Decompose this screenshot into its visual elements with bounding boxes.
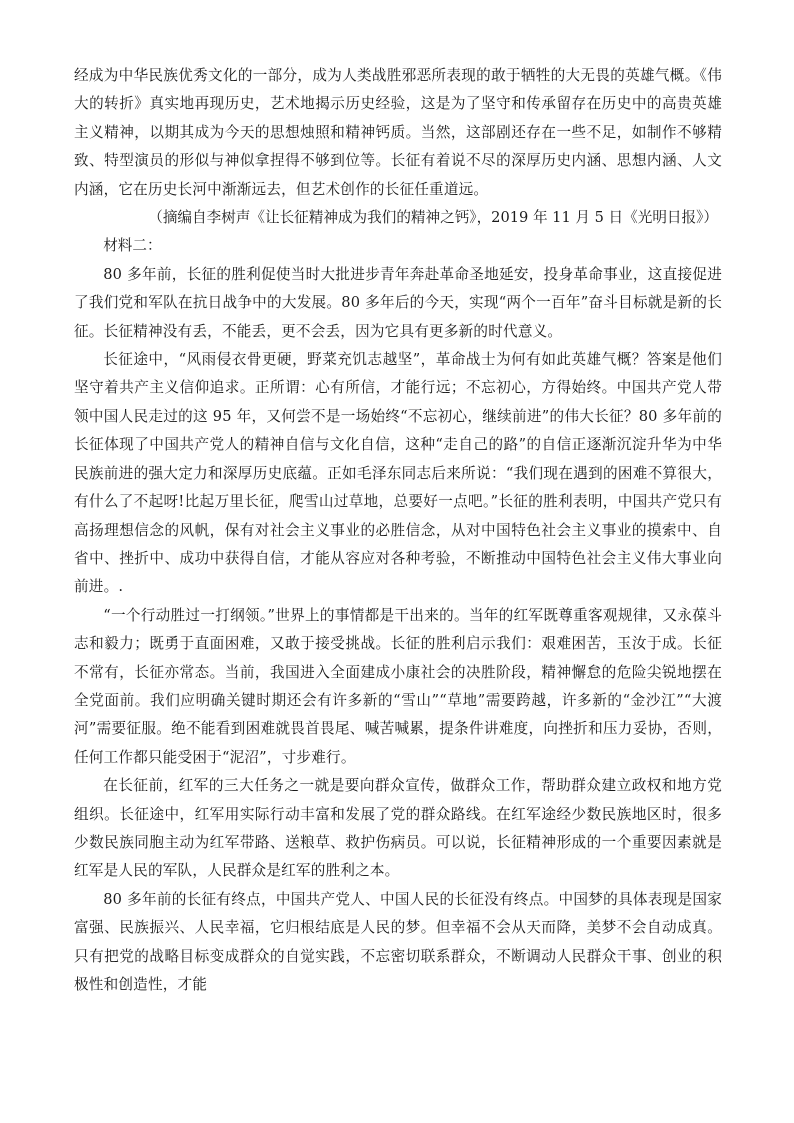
paragraph-4: 在长征前，红军的三大任务之一就是要向群众宣传，做群众工作，帮助群众建立政权和地方党组织。长征途中，红军用实际行动丰富和发展了党的群众路线。在红军途经少数民族地区时，很多少数民族同胞主动为红军带路、送粮草、救护伤病员。可以说，长征精神形成的一个重要因素就是红军是人民的军队，人民群众是红军的胜利之本。 [74,777,722,880]
paragraph-1: 80 多年前，长征的胜利促使当时大批进步青年奔赴革命圣地延安，投身革命事业，这直接促进了我们党和军队在抗日战争中的大发展。80 多年后的今天，实现“两个一百年”奋斗目标就是新的长征。长征精神没有丢，不能丢，更不会丢，因为它具有更多新的时代意义。 [74,265,722,340]
material-label: 材料二： [103,237,162,255]
source-citation: （摘编自李树声《让长征精神成为我们的精神之钙》，2019 年 11 月 5 日《光明日报》） [148,209,718,227]
paragraph-2: 长征途中，“风雨侵衣骨更硬，野菜充饥志越坚”，革命战士为何有如此英雄气概？答案是他们坚守着共产主义信仰追求。正所谓：心有所信，才能行远；不忘初心，方得始终。中国共产党人带领中国人民走过的这 95 年，又何尝不是一场始终“不忘初心，继续前进”的伟大长征？80 多年前的长征体现了中国共产党人的精神自信与文化自信，这种“走自己的路”的自信正逐渐沉淀升华为中华民族前进的强大定力和深厚历史底蕴。正如毛泽东同志后来所说：“我们现在遇到的困难不算很大，有什么了不起呀!比起万里长征，爬雪山过草地，总要好一点吧。”长征的胜利表明，中国共产党只有高扬理想信念的风帆，保有对社会主义事业的必胜信念，从对中国特色社会主义事业的摸索中、自省中、挫折中、成功中获得自信，才能从容应对各种考验，不断推动中国特色社会主义伟大事业向前进。. [74,351,722,596]
paragraph-3: “一个行动胜过一打纲领。”世界上的事情都是干出来的。当年的红军既尊重客观规律，又永葆斗志和毅力；既勇于直面困难，又敢于接受挑战。长征的胜利启示我们：艰难困苦，玉汝于成。长征不常有，长征亦常态。当前，我国进入全面建成小康社会的决胜阶段，精神懈怠的危险尖锐地摆在全党面前。我们应明确关键时期还会有许多新的“雪山”“草地”需要跨越，许多新的“金沙江”“大渡河”需要征服。绝不能看到困难就畏首畏尾、喊苦喊累，提条件讲难度，向挫折和压力妥协，否则，任何工作都只能受困于“泥沼”，寸步难行。 [74,606,722,766]
paragraph-5: 80 多年前的长征有终点，中国共产党人、中国人民的长征没有终点。中国梦的具体表现是国家富强、民族振兴、人民幸福，它归根结底是人民的梦。但幸福不会从天而降，美梦不会自动成真。只有把党的战略目标变成群众的自觉实践，不忘密切联系群众，不断调动人民群众干事、创业的积极性和创造性，才能 [74,890,722,993]
document-page [74,62,722,999]
paragraph-continued: 经成为中华民族优秀文化的一部分，成为人类战胜邪恶所表现的敢于牺牲的大无畏的英雄气概。《伟大的转折》真实地再现历史，艺术地揭示历史经验，这是为了坚守和传承留存在历史中的高贵英雄主义精神，以期其成为今天的思想烛照和精神钙质。当然，这部剧还存在一些不足，如制作不够精致、特型演员的形似与神似拿捏得不够到位等。长征有着说不尽的深厚历史内涵、思想内涵、人文内涵，它在历史长河中渐渐远去，但艺术创作的长征任重道远。 [74,67,722,198]
